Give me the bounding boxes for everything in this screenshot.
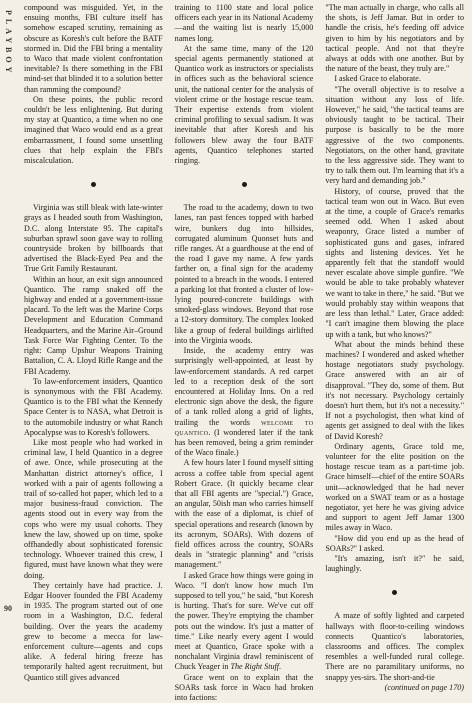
paragraph-text: Inside, the academy entry was surprisingly well-appointed, at least by law-enforcement standards. A red carpet led to a reception desk of the sort encountered at Holiday Inns. On a red electronic sign above the desk, the figure of a tank rolled along a grid of lights, trailing the words: [174, 346, 314, 427]
page-number: 90: [4, 604, 12, 613]
paragraph-text: I asked Grace how things were going in Waco. "I don't know how much I'm supposed to tell you," he said, "but Koresh is hurting. That's for sure. We've cut off the power. They're emptying the chamber pots out the window. It's just a matter of time." Like nearly every agent I would meet at Quantico, Grace spoke with a nonchalant Virginia drawl reminiscent of Chuck Yeager in: [174, 570, 314, 672]
section-divider-dot: [392, 590, 397, 595]
paragraph: At the same time, many of the 120 special agents permanently stationed at Quantico work as instructors or specialists in offices such as the behavioral science unit, the national center for the analysis of violent crime or the hostage rescue team. Their expertise extends from violent criminal profiling to sexual sadism. It was inevitable that after Koresh and his followers blew away the four BATF agents, Quantico telephones started ringing.: [174, 43, 314, 166]
paragraph: "The man actually in charge, who calls all the shots, is Jeff Jamar. But in order to handle the crisis, he's feeding off advice given to him by his negotiators and by tactical people. And not that they're always at odds with one another. But by the nature of the beast, they truly are.": [325, 3, 465, 74]
paragraph: On these points, the public record couldn't be less enlightening. But during my stay at Quantico, a time when no one imagined that Waco would end as a great embarrassment, I found some unsettling clues that help explain the FBI's miscalculation.: [24, 94, 163, 166]
paragraph: A maze of softly lighted and carpeted hallways with floor-to-ceiling windows connects Quantico's laboratories, classrooms and offices. The complex resembles a well-funded rural college. There are no paramilitary uniforms, no snappy yes-sirs. The short-and-tie: [325, 611, 465, 682]
article-body: [24, 3, 465, 702]
paragraph-text: .: [279, 662, 282, 672]
column-1: [24, 3, 163, 682]
paragraph-text: . (I wondered later if the tank has been removed, being a grim reminder of the Waco finale.): [174, 427, 314, 458]
paragraph: They certainly have had practice. J. Edgar Hoover founded the FBI Academy in 1935. The program started out of one room in a Washington, D.C. federal building. Over the years the academy grew to become a mecca for law-enforcement culture—agents and cops alike. A federal hiring freeze has temporarily halted agent recruitment, but Quantico still gives advanced: [24, 580, 163, 682]
paragraph: [175, 346, 314, 458]
welcome-sign-text: welcome to quantico: [174, 417, 314, 437]
paragraph: What about the minds behind these machines? I wondered and asked whether hostage negotiators study psychology. Grace answered with an air of disapproval. "They do, some of them. But it's not necessary. Psychology certainly doesn't hurt them, but it's not a necessity." If not a psychologist, then what kind of agents get assigned to deal with the likes of David Koresh?: [325, 339, 465, 441]
paragraph: "How did you end up as the head of SOARs?" I asked.: [325, 533, 465, 553]
paragraph: Within an hour, an exit sign announced Quantico. The ramp snaked off the highway and ended at a government-issue placard. To the left was the Marine Corps Development and Education Command Headquarters, and the Marine Air–Ground Task Force War Fighting Center. To the right: Camp Upshur Weapons Training Battalion, C. A. Lloyd Rifle Range and the FBI Academy.: [24, 274, 163, 376]
column-2: [174, 3, 314, 702]
paragraph: "The overall objective is to resolve a situation without any loss of life. However," he said, "the tactical teams are obviously taught to be tactical. Their purpose is basically to be the more aggressive of the two components. Negotiators, on the other hand, gravitate to the less aggressive side. They want to try to talk them out. I'm learning that it's a very hard and demanding job.": [325, 84, 465, 186]
paragraph: History, of course, proved that the tactical team won out in Waco. But even at the time, a couple of Grace's remarks seemed odd. When I asked about weaponry, Grace listed a number of sophisticated guns and gases, infrared sights and listening devices. Yet he apparently felt that the standoff would never escalate above simple gunfire. "We would be able to take probably whatever we want to take in there," he said. "But we would probably stay within weapons that are less than lethal." Later, Grace added: "I can't imagine them blowing the place up with a tank, but who knows?": [325, 186, 465, 339]
paragraph: "It's amazing, isn't it?" he said, laughingly.: [325, 553, 465, 574]
paragraph: Grace went on to explain that the SOARs task force in Waco had broken into factions:: [174, 672, 314, 702]
section-divider-dot: [242, 182, 247, 187]
continued-note: (continued on page 170): [384, 682, 465, 692]
paragraph: To law-enforcement insiders, Quantico is synonymous with the FBI Academy. Quantico is to the FBI what the Kennedy Space Center is to NASA, what Detroit is to the automobile industry or what Ranch Apocalypse was to Koresh's followers.: [24, 376, 163, 437]
paragraph: Like most people who had worked in criminal law, I held Quantico in a degree of awe. Once, while prosecuting at the Manhattan district attorney's office, I worked with a pair of agents following a trail of so-called hot paper, which led to a major business-fraud conviction. The agents stood out in every way from the cops who were my usual cohorts. They knew the law, showed up on time, spoke offhandedly about sophisticated forensic technology. Whoever trained this crew, I figured, must have known what they were doing.: [24, 437, 163, 580]
book-title: The Right Stuff: [230, 662, 279, 672]
paragraph: training to 1100 state and local police officers each year in its National Academy—and the waiting list is nearly 15,000 names long.: [174, 3, 314, 43]
column-3: [325, 3, 465, 692]
paragraph: A few hours later I found myself sitting across a coffee table from special agent Robert Grace. (It quickly became clear that all FBI agents are "special.") Grace, an angular, 50ish man who carries himself with the ease of a diplomat, is chief of special operations and research (known by its acronym, SOARs). With dozens of field offices across the country, SOARs deals in "strategic planning" and "crisis management.": [174, 458, 314, 570]
paragraph: [175, 571, 314, 673]
section-divider-dot: [91, 182, 96, 187]
magazine-name: PLAYBOY: [4, 10, 13, 77]
paragraph: Ordinary agents, Grace told me, volunteer for the elite position on the hostage rescue team as a part-time job. Grace himself—chief of the entire SOARs unit—acknowledged that he had never worked on a SWAT team or as a hostage negotiator, yet here he was giving advice and support to agent Jeff Jamar 1300 miles away in Waco.: [325, 441, 465, 533]
paragraph: I asked Grace to elaborate.: [334, 74, 421, 84]
paragraph: The road to the academy, down to two lanes, ran past fences topped with barbed wire, bunkers dug into hillsides, corrugated aluminum Quonset huts and rifle ranges. At a guardhouse at the end of the road I gave my name. A few yards farther on, a final sign for the academy pointed to a breach in the woods. I entered a parking lot that fronted a cluster of low-lying poured-concrete buildings with smoked-glass windows. Beyond that rose a 12-story dormitory. The complex looked like a group of federal buildings airlifted into the Virginia woods.: [174, 203, 314, 345]
paragraph: compound was misguided. Yet, in the ensuing months, FBI culture itself has somehow escaped scrutiny, remaining as obscure as Koresh's cult before the BATF stormed in. Did the FBI bring a mentality to Waco that made violent confrontation inevitable? Is there something in the FBI mind-set that blinded it to a solution better than ramming the compound?: [24, 3, 163, 94]
paragraph: Virginia was still bleak with late-winter grays as I headed south from Washington, D.C. along Interstate 95. The capital's suburban sprawl soon gave way to rolling countryside broken by billboards that advertised the Black-Eyed Pea and the True Grit Family Restaurant.: [24, 203, 163, 274]
